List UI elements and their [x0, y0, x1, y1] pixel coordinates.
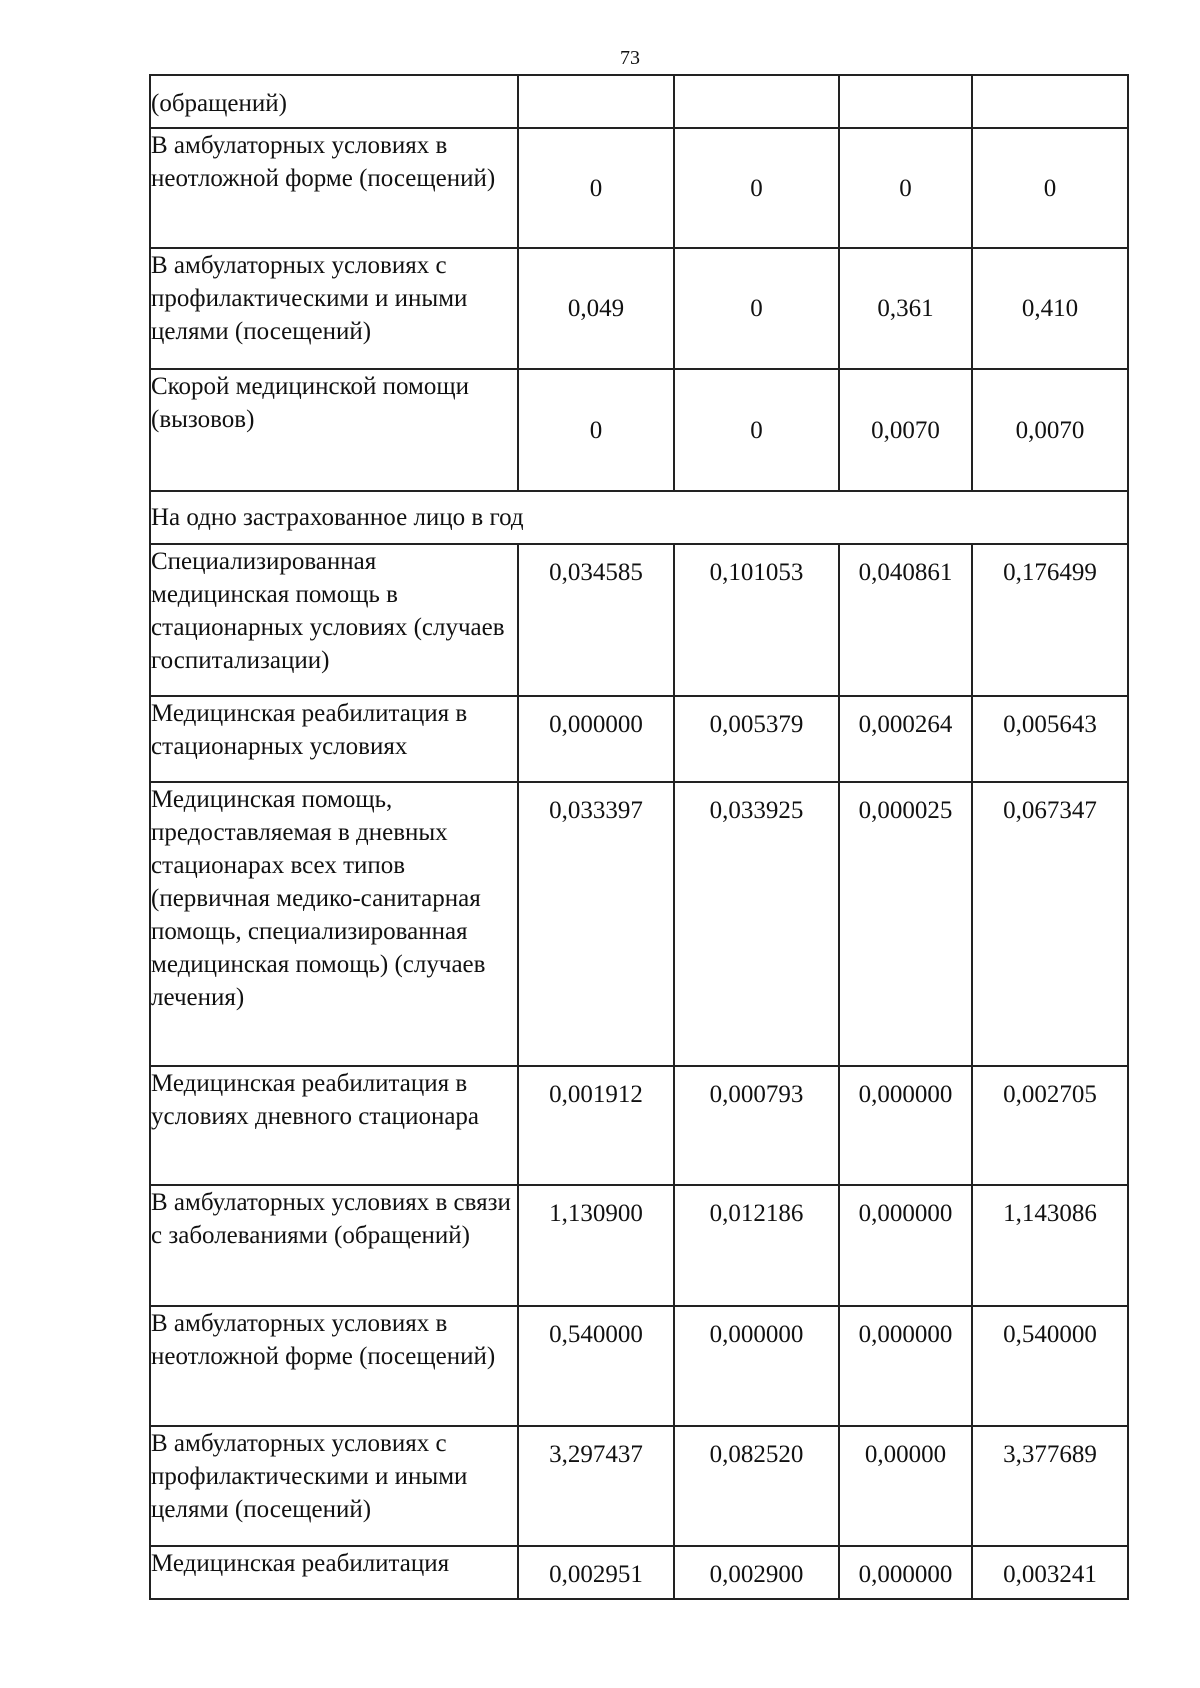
table-row: [150, 1546, 1128, 1599]
value-cell: 0,033925: [674, 782, 839, 1066]
value-cell: 0: [839, 128, 972, 248]
row-label: Медицинская реабилитация: [150, 1546, 518, 1599]
value-cell: 0,003241: [972, 1546, 1128, 1599]
section-row: [150, 491, 1128, 544]
value-cell: 0,000025: [839, 782, 972, 1066]
row-label: (обращений): [150, 75, 518, 128]
value-cell: 0: [518, 128, 674, 248]
row-label: В амбулаторных условиях в неотложной форме (посещений): [150, 128, 518, 248]
data-table: [149, 74, 1129, 1600]
value-cell: 0,040861: [839, 544, 972, 696]
value-cell: 0,0070: [972, 369, 1128, 491]
value-cell: 0: [674, 369, 839, 491]
table-row: [150, 128, 1128, 248]
value-cell: 0,000000: [839, 1185, 972, 1306]
value-cell: 0,00000: [839, 1426, 972, 1546]
value-cell: 0,005379: [674, 696, 839, 782]
value-cell: 0,001912: [518, 1066, 674, 1185]
value-cell: 0,000264: [839, 696, 972, 782]
value-cell: 0,540000: [972, 1306, 1128, 1426]
value-cell: 0,000000: [839, 1546, 972, 1599]
value-cell: 0,410: [972, 248, 1128, 369]
value-cell: 0,0070: [839, 369, 972, 491]
value-cell: 0,000000: [839, 1306, 972, 1426]
value-cell: 0: [674, 248, 839, 369]
value-cell: 0,005643: [972, 696, 1128, 782]
value-cell: 0,000000: [518, 696, 674, 782]
value-cell: 0,033397: [518, 782, 674, 1066]
value-cell: 0,034585: [518, 544, 674, 696]
table-row: [150, 1066, 1128, 1185]
table-row: [150, 1426, 1128, 1546]
table-row: [150, 782, 1128, 1066]
value-cell: 0,067347: [972, 782, 1128, 1066]
table-row: [150, 1306, 1128, 1426]
table-row: [150, 75, 1128, 128]
value-cell: [518, 75, 674, 128]
value-cell: 0,000793: [674, 1066, 839, 1185]
value-cell: 0,361: [839, 248, 972, 369]
value-cell: 3,377689: [972, 1426, 1128, 1546]
value-cell: [972, 75, 1128, 128]
row-label: Медицинская реабилитация в стационарных условиях: [150, 696, 518, 782]
table-row: [150, 248, 1128, 369]
value-cell: 0,000000: [839, 1066, 972, 1185]
row-label: В амбулаторных условиях с профилактическими и иными целями (посещений): [150, 248, 518, 369]
section-title: На одно застрахованное лицо в год: [150, 491, 1128, 544]
value-cell: [839, 75, 972, 128]
row-label: Специализированная медицинская помощь в стационарных условиях (случаев госпитализации): [150, 544, 518, 696]
row-label: Скорой медицинской помощи (вызовов): [150, 369, 518, 491]
value-cell: 0: [674, 128, 839, 248]
value-cell: 0,540000: [518, 1306, 674, 1426]
value-cell: 3,297437: [518, 1426, 674, 1546]
row-label: Медицинская помощь, предоставляемая в дневных стационарах всех типов (первичная медико-санитарная помощь, специализированная медицинская помощь) (случаев лечения): [150, 782, 518, 1066]
value-cell: 1,143086: [972, 1185, 1128, 1306]
row-label: В амбулаторных условиях в неотложной форме (посещений): [150, 1306, 518, 1426]
value-cell: 0,176499: [972, 544, 1128, 696]
value-cell: 0,101053: [674, 544, 839, 696]
table-row: [150, 696, 1128, 782]
value-cell: 0,049: [518, 248, 674, 369]
value-cell: 0: [518, 369, 674, 491]
value-cell: 0,012186: [674, 1185, 839, 1306]
row-label: В амбулаторных условиях с профилактическими и иными целями (посещений): [150, 1426, 518, 1546]
value-cell: 0,082520: [674, 1426, 839, 1546]
value-cell: 1,130900: [518, 1185, 674, 1306]
row-label: Медицинская реабилитация в условиях дневного стационара: [150, 1066, 518, 1185]
value-cell: 0,002900: [674, 1546, 839, 1599]
value-cell: 0,002705: [972, 1066, 1128, 1185]
table-row: [150, 544, 1128, 696]
table-row: [150, 1185, 1128, 1306]
value-cell: 0,002951: [518, 1546, 674, 1599]
page-number: 73: [620, 47, 640, 69]
value-cell: 0: [972, 128, 1128, 248]
value-cell: [674, 75, 839, 128]
row-label: В амбулаторных условиях в связи с заболеваниями (обращений): [150, 1185, 518, 1306]
table-row: [150, 369, 1128, 491]
value-cell: 0,000000: [674, 1306, 839, 1426]
